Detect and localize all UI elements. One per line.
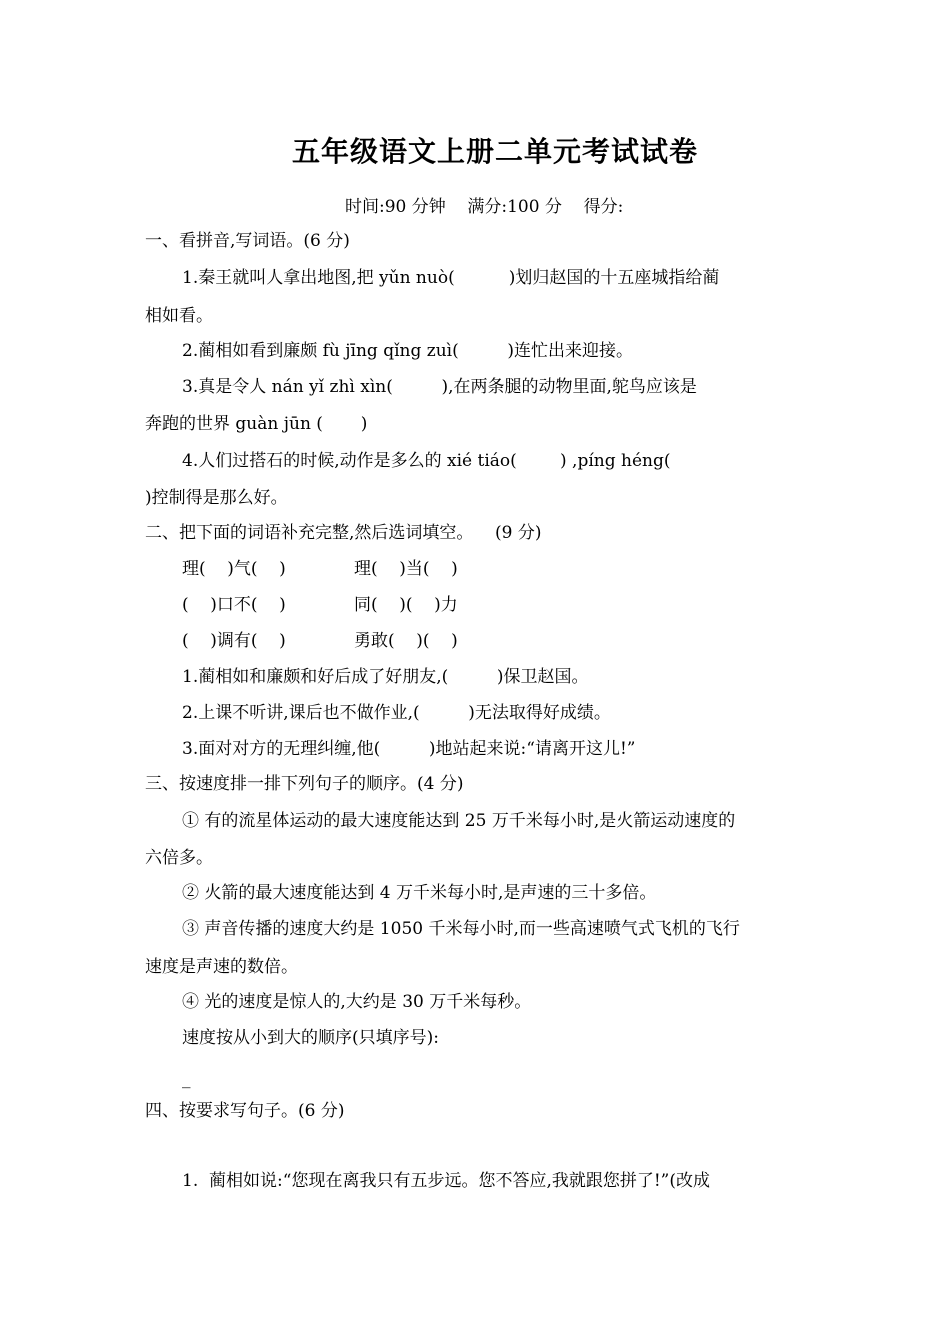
s3-item3-line1: ③ 声音传播的速度大约是 1050 千米每小时,而一些高速喷气式飞机的飞行 <box>182 919 740 939</box>
s3-item1-line1: ① 有的流星体运动的最大速度能达到 25 万千米每小时,是火箭运动速度的 <box>182 811 736 831</box>
s2-q3: 3.面对对方的无理纠缠,他( )地站起来说:“请离开这儿!” <box>182 739 636 759</box>
s2-q2: 2.上课不听讲,课后也不做作业,( )无法取得好成绩。 <box>182 703 611 723</box>
s1-q3-line2: 奔跑的世界 guàn jūn ( ) <box>145 414 368 434</box>
s3-item4: ④ 光的速度是惊人的,大约是 30 万千米每秒。 <box>182 992 532 1012</box>
s3-answer-blank: _ <box>182 1069 191 1089</box>
s3-item3-line2: 速度是声速的数倍。 <box>145 957 298 977</box>
s3-order-prompt: 速度按从小到大的顺序(只填序号): <box>182 1028 439 1048</box>
section-2-heading: 二、把下面的词语补充完整,然后选词填空。 (9 分) <box>145 523 542 543</box>
word-blank: 勇敢( )( ) <box>354 631 458 651</box>
s4-q1: 1. 蔺相如说:“您现在离我只有五步远。您不答应,我就跟您拼了!”(改成 <box>182 1171 711 1191</box>
s3-item1-line2: 六倍多。 <box>145 848 213 868</box>
section-4-heading: 四、按要求写句子。(6 分) <box>145 1101 345 1121</box>
word-blank: 同( )( )力 <box>354 595 458 615</box>
s1-q1-line1: 1.秦王就叫人拿出地图,把 yǔn nuò( )划归赵国的十五座城指给蔺 <box>182 268 720 288</box>
s2-q1: 1.蔺相如和廉颇和好后成了好朋友,( )保卫赵国。 <box>182 667 589 687</box>
s1-q4-line2: )控制得是那么好。 <box>145 488 288 508</box>
section-1-heading: 一、看拼音,写词语。(6 分) <box>145 231 350 251</box>
s1-q4-line1: 4.人们过搭石的时候,动作是多么的 xié tiáo( ) ,píng héng( <box>182 451 671 471</box>
word-blank: ( )调有( ) <box>182 631 286 651</box>
word-blank: 理( )当( ) <box>354 559 458 579</box>
s1-q1-line2: 相如看。 <box>145 306 213 326</box>
exam-meta: 时间:90 分钟 满分:100 分 得分: <box>345 197 624 217</box>
s3-item2: ② 火箭的最大速度能达到 4 万千米每小时,是声速的三十多倍。 <box>182 883 657 903</box>
section-3-heading: 三、按速度排一排下列句子的顺序。(4 分) <box>145 774 464 794</box>
s1-q2: 2.蔺相如看到廉颇 fù jīng qǐng zuì( )连忙出来迎接。 <box>182 341 634 361</box>
word-blank: ( )口不( ) <box>182 595 286 615</box>
word-blank: 理( )气( ) <box>182 559 286 579</box>
exam-title: 五年级语文上册二单元考试试卷 <box>291 135 698 168</box>
s1-q3-line1: 3.真是令人 nán yǐ zhì xìn( ),在两条腿的动物里面,鸵鸟应该是 <box>182 377 697 397</box>
